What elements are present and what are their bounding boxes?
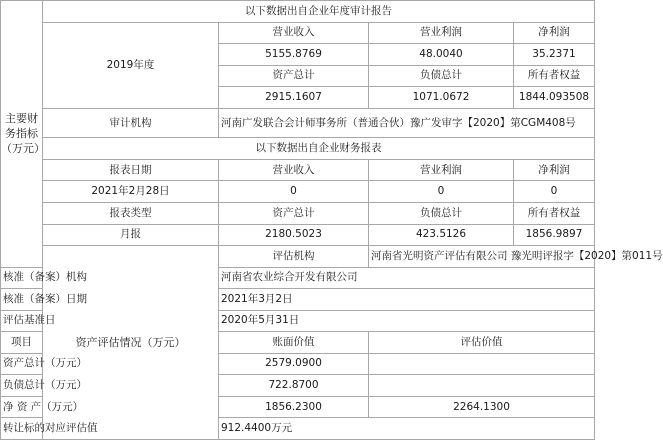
operating-profit-value: 48.0040: [369, 44, 514, 66]
appraisal-org-value: 河南省光明资产评估有限公司 豫光明评报字【2020】第011号: [369, 246, 595, 268]
total-assets-header: 资产总计: [219, 65, 369, 87]
fin-owners-equity-value: 1856.9897: [514, 224, 595, 246]
financial-statement-header: 以下数据出自企业财务报表: [43, 138, 595, 160]
item-header: 项目: [1, 332, 43, 354]
fin-revenue-value: 0: [219, 181, 369, 203]
approval-org-label: 核准（备案）机构: [1, 267, 43, 289]
fin-net-profit-header: 净利润: [514, 159, 595, 181]
fin-operating-profit-header: 营业利润: [369, 159, 514, 181]
approval-date-value: 2021年3月2日: [219, 289, 595, 311]
fin-owners-equity-header: 所有者权益: [514, 202, 595, 224]
appraised-value-header: 评估价值: [369, 332, 595, 354]
net-assets-book: 1856.2300: [219, 396, 369, 418]
book-value-header: 账面价值: [219, 332, 369, 354]
owners-equity-header: 所有者权益: [514, 65, 595, 87]
transfer-value: 912.4400万元: [219, 418, 595, 440]
liability-total-book: 722.8700: [219, 375, 369, 397]
report-date-value: 2021年2月28日: [43, 181, 219, 203]
audit-org-label: 审计机构: [43, 108, 219, 138]
year-label: 2019年度: [43, 22, 219, 108]
base-date-value: 2020年5月31日: [219, 310, 595, 332]
revenue-value: 5155.8769: [219, 44, 369, 66]
report-type-label: 报表类型: [43, 202, 219, 224]
appraisal-org-label: 评估机构: [219, 246, 369, 268]
fin-revenue-header: 营业收入: [219, 159, 369, 181]
audit-report-header: 以下数据出自企业年度审计报告: [43, 1, 595, 23]
total-assets-value: 2915.1607: [219, 87, 369, 109]
liability-total-item: 负债总计（万元）: [1, 375, 43, 397]
asset-appraisal-label: 资产评估情况（万元）: [43, 246, 219, 440]
report-date-label: 报表日期: [43, 159, 219, 181]
revenue-header: 营业收入: [219, 22, 369, 44]
fin-total-liabilities-header: 负债总计: [369, 202, 514, 224]
fin-operating-profit-value: 0: [369, 181, 514, 203]
total-liabilities-header: 负债总计: [369, 65, 514, 87]
net-assets-appraised: 2264.1300: [369, 396, 595, 418]
net-assets-item: 净 资 产（万元）: [1, 396, 43, 418]
audit-org-value: 河南广发联合会计师事务所（普通合伙）豫广发审字【2020】第CGM408号: [219, 108, 595, 138]
net-profit-value: 35.2371: [514, 44, 595, 66]
transfer-label: 转让标的对应评估值: [1, 418, 43, 440]
liability-total-appraised: [369, 375, 595, 397]
net-profit-header: 净利润: [514, 22, 595, 44]
owners-equity-value: 1844.093508: [514, 87, 595, 109]
operating-profit-header: 营业利润: [369, 22, 514, 44]
approval-org-value: 河南省农业综合开发有限公司: [219, 267, 595, 289]
base-date-label: 评估基准日: [1, 310, 43, 332]
total-liabilities-value: 1071.0672: [369, 87, 514, 109]
fin-net-profit-value: 0: [514, 181, 595, 203]
asset-total-book: 2579.0900: [219, 353, 369, 375]
asset-total-item: 资产总计（万元）: [1, 353, 43, 375]
approval-date-label: 核准（备案）日期: [1, 289, 43, 311]
financial-indicators-label: 主要财务指标（万元）: [1, 1, 43, 268]
fin-total-assets-header: 资产总计: [219, 202, 369, 224]
fin-total-assets-value: 2180.5023: [219, 224, 369, 246]
asset-total-appraised: [369, 353, 595, 375]
fin-total-liabilities-value: 423.5126: [369, 224, 514, 246]
report-type-value: 月报: [43, 224, 219, 246]
